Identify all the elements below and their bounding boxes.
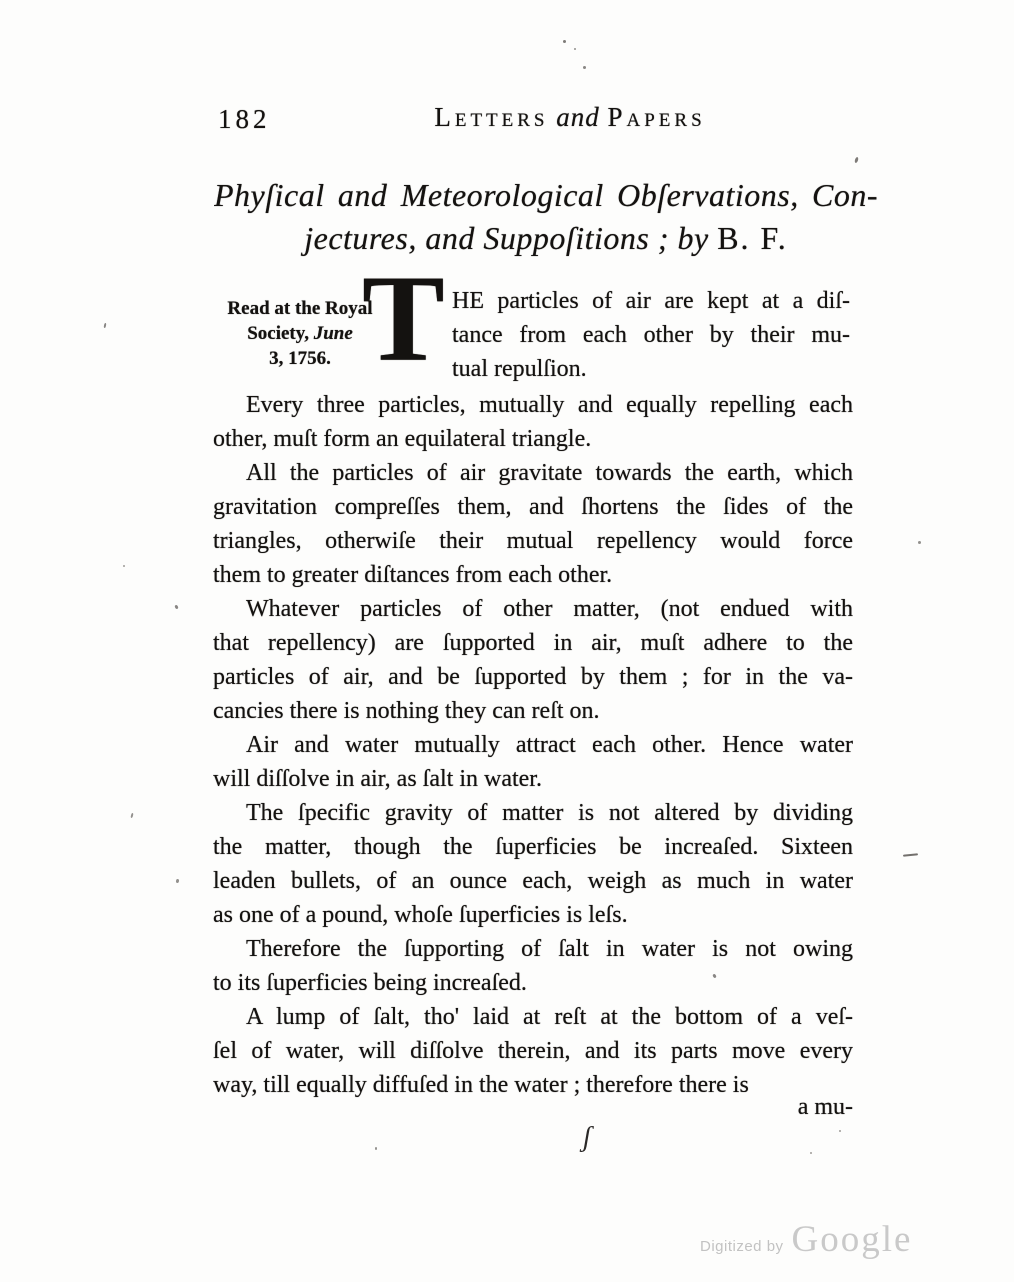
text-line: leaden bullets, of an ounce each, weigh as much in water (213, 868, 853, 894)
margin-note-line3: 3, 1756. (269, 348, 331, 369)
drop-cap-initial: T (362, 250, 445, 387)
scan-speck (130, 813, 133, 818)
text-line: ſel of water, will diſſolve therein, and its parts move every (213, 1038, 853, 1064)
text-line: triangles, otherwiſe their mutual repellency would force (213, 528, 853, 554)
scan-speck (903, 853, 918, 857)
text-line: cancies there is nothing they can reſt on. (213, 698, 600, 724)
scan-speck (574, 48, 576, 50)
scan-speck (375, 1147, 377, 1150)
running-header (300, 102, 840, 133)
text-line: them to greater diſtances from each other. (213, 562, 613, 588)
scan-speck (583, 66, 586, 69)
text-line: particles of air, and be ſupported by them ; for in the va- (213, 664, 853, 690)
article-title-line2-italic: jectures, and Suppoſitions ; by (304, 220, 718, 256)
scan-speck (839, 1130, 841, 1132)
press-mark: ʃ (583, 1122, 592, 1153)
margin-note-line2-prefix: Society, (247, 323, 314, 344)
scan-speck (104, 323, 107, 328)
text-line: Every three particles, mutually and equally repelling each (246, 392, 853, 418)
running-header-word2: Papers (607, 102, 706, 132)
text-line: A lump of ſalt, tho' laid at reſt at the bottom of a veſ- (246, 1004, 853, 1030)
text-line: All the particles of air gravitate towards the earth, which (246, 460, 853, 486)
text-line: that repellency) are ſupported in air, muſt adhere to the (213, 630, 853, 656)
text-line: Whatever particles of other matter, (not endued with (246, 596, 853, 622)
article-title (214, 174, 878, 260)
text-line: will diſſolve in air, as ſalt in water. (213, 766, 542, 792)
text-line: The ſpecific gravity of matter is not altered by dividing (246, 800, 853, 826)
scan-speck (563, 40, 566, 43)
text-line: tual repulſion. (452, 356, 587, 382)
article-title-line1: Phyſical and Meteorological Obſervations, Con- (214, 177, 878, 213)
margin-note-line1: Read at the Royal (227, 298, 373, 319)
google-watermark (700, 1218, 912, 1261)
scan-speck (918, 541, 921, 544)
article-author-initials: B. F. (717, 220, 788, 256)
text-line: HE particles of air are kept at a diſ- (452, 288, 850, 314)
scan-speck (123, 565, 125, 567)
scan-speck (854, 157, 859, 164)
text-line: to its ſuperficies being increaſed. (213, 970, 527, 996)
scan-speck (176, 879, 180, 883)
scan-speck (174, 605, 178, 610)
running-header-word1: Letters (434, 102, 549, 132)
text-line: the matter, though the ſuperficies be increaſed. Sixteen (213, 834, 853, 860)
body-text (213, 388, 853, 1102)
page-number: 182 (218, 104, 271, 134)
watermark-prefix-label: Digitized by (700, 1238, 784, 1255)
text-line: tance from each other by their mu- (452, 322, 850, 348)
article-title-line2 (214, 217, 878, 260)
text-line: as one of a pound, whoſe ſuperficies is leſs. (213, 902, 628, 928)
scan-speck (810, 1152, 812, 1154)
google-logo: Google (791, 1219, 913, 1260)
catchword: a mu- (797, 1094, 853, 1120)
text-line: way, till equally diffuſed in the water ; therefore there is (213, 1072, 749, 1098)
running-header-conjunction: and (556, 102, 600, 132)
margin-note-month: June (313, 323, 353, 344)
text-line: other, muſt form an equilateral triangle. (213, 426, 592, 452)
text-line: gravitation compreſſes them, and ſhortens the ſides of the (213, 494, 853, 520)
text-line: Therefore the ſupporting of ſalt in water is not owing (246, 936, 853, 962)
text-line: Air and water mutually attract each other. Hence water (246, 732, 853, 758)
opening-paragraph (452, 284, 850, 386)
